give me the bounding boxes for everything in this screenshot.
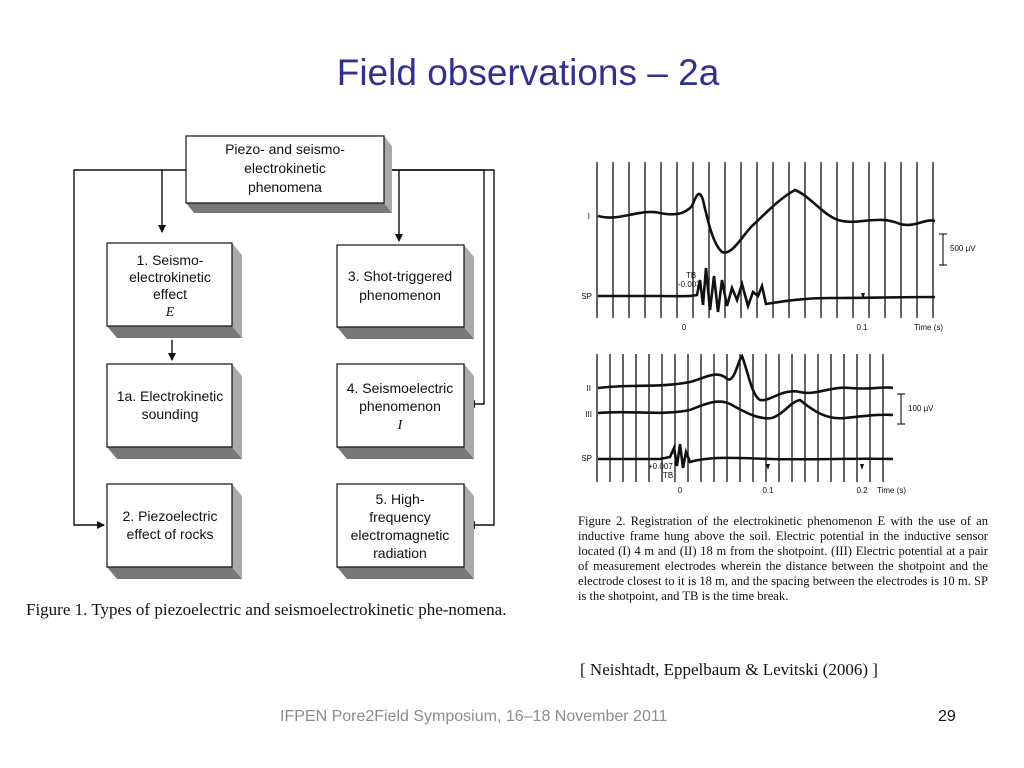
bottom-label-TB-value: +0.007 xyxy=(648,462,673,471)
box1-line1: 1. Seismo- xyxy=(136,252,204,268)
bottom-tick-0-1: 0.1 xyxy=(762,486,774,495)
box5-line3: electromagnetic xyxy=(350,527,450,543)
box-1-seismo-electrokinetic xyxy=(107,243,242,338)
box5-line4: radiation xyxy=(373,545,427,561)
citation: [ Neishtadt, Eppelbaum & Levitski (2006) ] xyxy=(580,660,878,679)
box-2-piezoelectric xyxy=(107,484,242,579)
box2-line1: 2. Piezoelectric xyxy=(122,508,218,524)
top-scale-bar xyxy=(939,234,947,265)
slide-footer: IFPEN Pore2Field Symposium, 16–18 November 2011 xyxy=(280,708,668,725)
top-label-I: I xyxy=(587,212,590,221)
top-tick-0-1: 0.1 xyxy=(856,323,868,332)
bottom-time-label: Time (s) xyxy=(877,486,907,495)
box-top-line3: phenomena xyxy=(248,179,322,195)
box3-line2: phenomenon xyxy=(359,287,441,303)
box4-symbol: I xyxy=(397,418,403,433)
box4-line1: 4. Seismoelectric xyxy=(346,380,454,396)
page-number: 29 xyxy=(938,708,956,725)
box5-line1: 5. High- xyxy=(375,491,425,507)
figure2-top-panel xyxy=(581,162,976,332)
box-top-line2: electrokinetic xyxy=(244,160,326,176)
box5-line2: frequency xyxy=(369,509,431,525)
trace-III xyxy=(598,400,893,418)
box-3-shot-triggered xyxy=(337,245,474,339)
figure1-diagram xyxy=(74,136,494,579)
box-5-high-frequency xyxy=(337,484,474,579)
top-tick-0: 0 xyxy=(681,323,687,332)
trace-SP-bottom xyxy=(598,444,893,468)
figure2-caption: Figure 2. Registration of the electrokinetic phenomenon E with the use of an inductive frame hung above the soil. Electric potential in the inductive sensor located (I) 4 m and (II) 18 m from the shotpoint. (III) Electric potential at a pair of measurement electrodes wherein the distance between the shotpoint and the electrode closest to it is 18 m, and the spacing between the electrodes is 10 m. SP is the shotpoint, and TB is the time break. xyxy=(578,514,988,603)
slide-title: Field observations – 2a xyxy=(336,52,720,93)
box-top-phenomena xyxy=(186,136,392,213)
connector-to-box2 xyxy=(74,170,186,525)
box-4-seismoelectric xyxy=(337,364,474,459)
figure1-connectors xyxy=(74,170,494,525)
figure2-bottom-panel xyxy=(581,354,934,495)
box1-line2: electrokinetic xyxy=(129,269,211,285)
box1a-line2: sounding xyxy=(141,406,199,422)
box-1a-electrokinetic-sounding xyxy=(107,364,242,459)
bottom-time-marker-2 xyxy=(860,464,864,470)
box2-line2: effect of rocks xyxy=(126,526,214,542)
bottom-label-III: III xyxy=(585,410,592,419)
box1-line3: effect xyxy=(153,286,187,302)
box1-symbol: E xyxy=(165,305,175,320)
bottom-label-II: II xyxy=(586,384,591,393)
bottom-tick-0-2: 0.2 xyxy=(856,486,868,495)
box-top-line1: Piezo- and seismo- xyxy=(225,141,345,157)
bottom-tick-0: 0 xyxy=(677,486,683,495)
top-label-TB-value: -0.003 xyxy=(678,280,701,289)
figure1-caption: Figure 1. Types of piezoelectric and seismoelectrokinetic phe-nomena. xyxy=(26,600,507,619)
top-scale-label: 500 μV xyxy=(950,244,976,253)
box1a-line1: 1a. Electrokinetic xyxy=(116,388,224,404)
top-time-label: Time (s) xyxy=(914,323,944,332)
box3-line1: 3. Shot-triggered xyxy=(347,268,453,284)
bottom-scale-label: 100 μV xyxy=(908,404,934,413)
top-label-TB: TB xyxy=(686,271,697,280)
bottom-scale-bar xyxy=(897,394,905,424)
box4-line2: phenomenon xyxy=(359,398,441,414)
bottom-label-TB: TB xyxy=(663,471,674,480)
bottom-label-SP: SP xyxy=(581,454,592,463)
top-label-SP: SP xyxy=(581,292,592,301)
trace-II xyxy=(598,356,893,400)
connector-to-box5 xyxy=(384,170,494,525)
